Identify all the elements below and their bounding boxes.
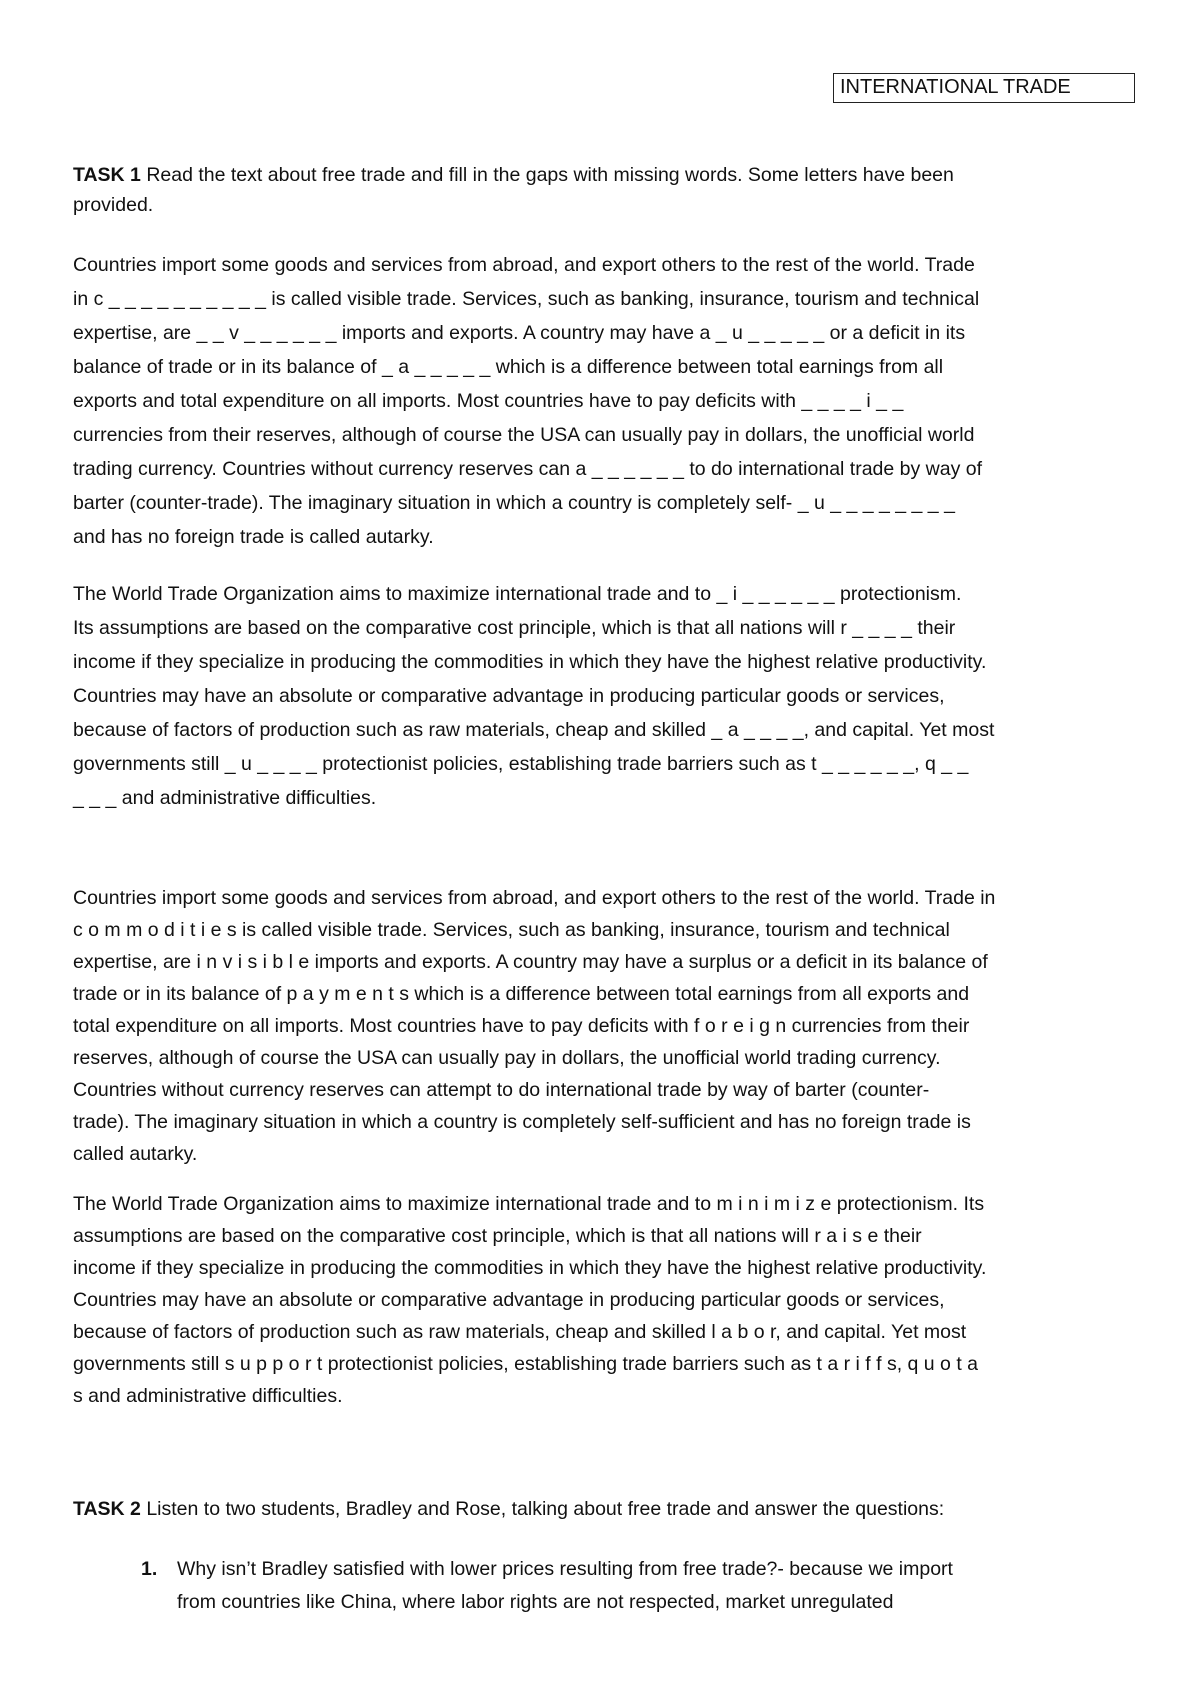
text-line: assumptions are based on the comparative cost principle, which is that all nations will r a i s e their xyxy=(73,1225,922,1247)
task1-instruction xyxy=(73,160,1145,220)
text-line: balance of trade or in its balance of _ a _ _ _ _ _ which is a difference between total earnings from all xyxy=(73,356,944,378)
text-line: trade or in its balance of p a y m e n t s which is a difference between total earnings from all exports and xyxy=(73,983,970,1005)
text-line: in c _ _ _ _ _ _ _ _ _ _ is called visible trade. Services, such as banking, insurance, tourism and technical xyxy=(73,288,980,310)
document-title-box xyxy=(833,73,1135,103)
text-line: barter (counter-trade). The imaginary situation in which a country is completely self- _ u _ _ _ _ _ _ _ _ xyxy=(73,492,955,514)
text-line: because of factors of production such as raw materials, cheap and skilled l a b o r, and capital. Yet most xyxy=(73,1321,967,1343)
text-line: expertise, are _ _ v _ _ _ _ _ _ imports and exports. A country may have a _ u _ _ _ _ _ or a deficit in its xyxy=(73,322,966,344)
task2-instruction xyxy=(73,1493,1145,1525)
text-line: total expenditure on all imports. Most countries have to pay deficits with f o r e i g n currencies from their xyxy=(73,1015,970,1037)
question-text-line: from countries like China, where labor rights are not respected, market unregulated xyxy=(177,1591,894,1613)
text-line: Countries import some goods and services from abroad, and export others to the rest of the world. Trade xyxy=(73,254,975,276)
text-line: governments still s u p p o r t protectionist policies, establishing trade barriers such as t a r i f f s, q u o t a xyxy=(73,1353,978,1375)
text-line: income if they specialize in producing the commodities in which they have the highest relative productivity. xyxy=(73,651,987,673)
text-line: and has no foreign trade is called autarky. xyxy=(73,526,434,548)
text-line: because of factors of production such as raw materials, cheap and skilled _ a _ _ _ _, and capital. Yet most xyxy=(73,719,995,741)
gap-paragraph-1 xyxy=(73,248,1145,554)
text-line: trade). The imaginary situation in which a country is completely self-sufficient and has no foreign trade is xyxy=(73,1111,971,1133)
text-line: The World Trade Organization aims to maximize international trade and to m i n i m i z e protectionism. Its xyxy=(73,1193,985,1215)
text-line: reserves, although of course the USA can usually pay in dollars, the unofficial world trading currency. xyxy=(73,1047,941,1069)
text-line: currencies from their reserves, although of course the USA can usually pay in dollars, the unofficial world xyxy=(73,424,975,446)
question-item xyxy=(141,1553,1127,1619)
text-line: Countries without currency reserves can attempt to do international trade by way of barter (counter- xyxy=(73,1079,930,1101)
answer-paragraph-1 xyxy=(73,882,1145,1170)
question-text-line: Why isn’t Bradley satisfied with lower prices resulting from free trade?- because we import xyxy=(177,1558,953,1580)
text-line: expertise, are i n v i s i b l e imports and exports. A country may have a surplus or a deficit in its balance of xyxy=(73,951,988,973)
text-line: Countries import some goods and services from abroad, and export others to the rest of the world. Trade in xyxy=(73,887,996,909)
text-line: Countries may have an absolute or comparative advantage in producing particular goods or services, xyxy=(73,1289,945,1311)
gap-paragraph-2 xyxy=(73,577,1145,815)
text-line: exports and total expenditure on all imports. Most countries have to pay deficits with _ _ _ _ i _ _ xyxy=(73,390,904,412)
text-line: Its assumptions are based on the comparative cost principle, which is that all nations will r _ _ _ _ their xyxy=(73,617,956,639)
text-line: s and administrative difficulties. xyxy=(73,1385,343,1407)
answer-paragraph-2 xyxy=(73,1188,1145,1412)
text-line: Countries may have an absolute or comparative advantage in producing particular goods or services, xyxy=(73,685,945,707)
text-line: governments still _ u _ _ _ _ protectionist policies, establishing trade barriers such as t _ _ _ _ _ _, q _ _ xyxy=(73,753,969,775)
text-line: c o m m o d i t i e s is called visible trade. Services, such as banking, insurance, tourism and technical xyxy=(73,919,950,941)
document-title: INTERNATIONAL TRADE xyxy=(840,76,1071,98)
text-line: The World Trade Organization aims to maximize international trade and to _ i _ _ _ _ _ _ protectionism. xyxy=(73,583,962,605)
text-line: called autarky. xyxy=(73,1143,198,1165)
text-line: _ _ _ and administrative difficulties. xyxy=(73,787,377,809)
task2-instruction-line: TASK 2 Listen to two students, Bradley and Rose, talking about free trade and answer the questions: xyxy=(73,1498,945,1520)
task2-label: TASK 2 xyxy=(73,1498,141,1520)
text-line: trading currency. Countries without currency reserves can a _ _ _ _ _ _ to do international trade by way of xyxy=(73,458,983,480)
task1-instruction-line: TASK 1 Read the text about free trade and fill in the gaps with missing words. Some letters have been xyxy=(73,164,954,186)
task1-instruction-line: provided. xyxy=(73,194,154,216)
task1-label: TASK 1 xyxy=(73,164,141,186)
question-number: 1. xyxy=(141,1558,158,1580)
text-line: income if they specialize in producing the commodities in which they have the highest relative productivity. xyxy=(73,1257,987,1279)
